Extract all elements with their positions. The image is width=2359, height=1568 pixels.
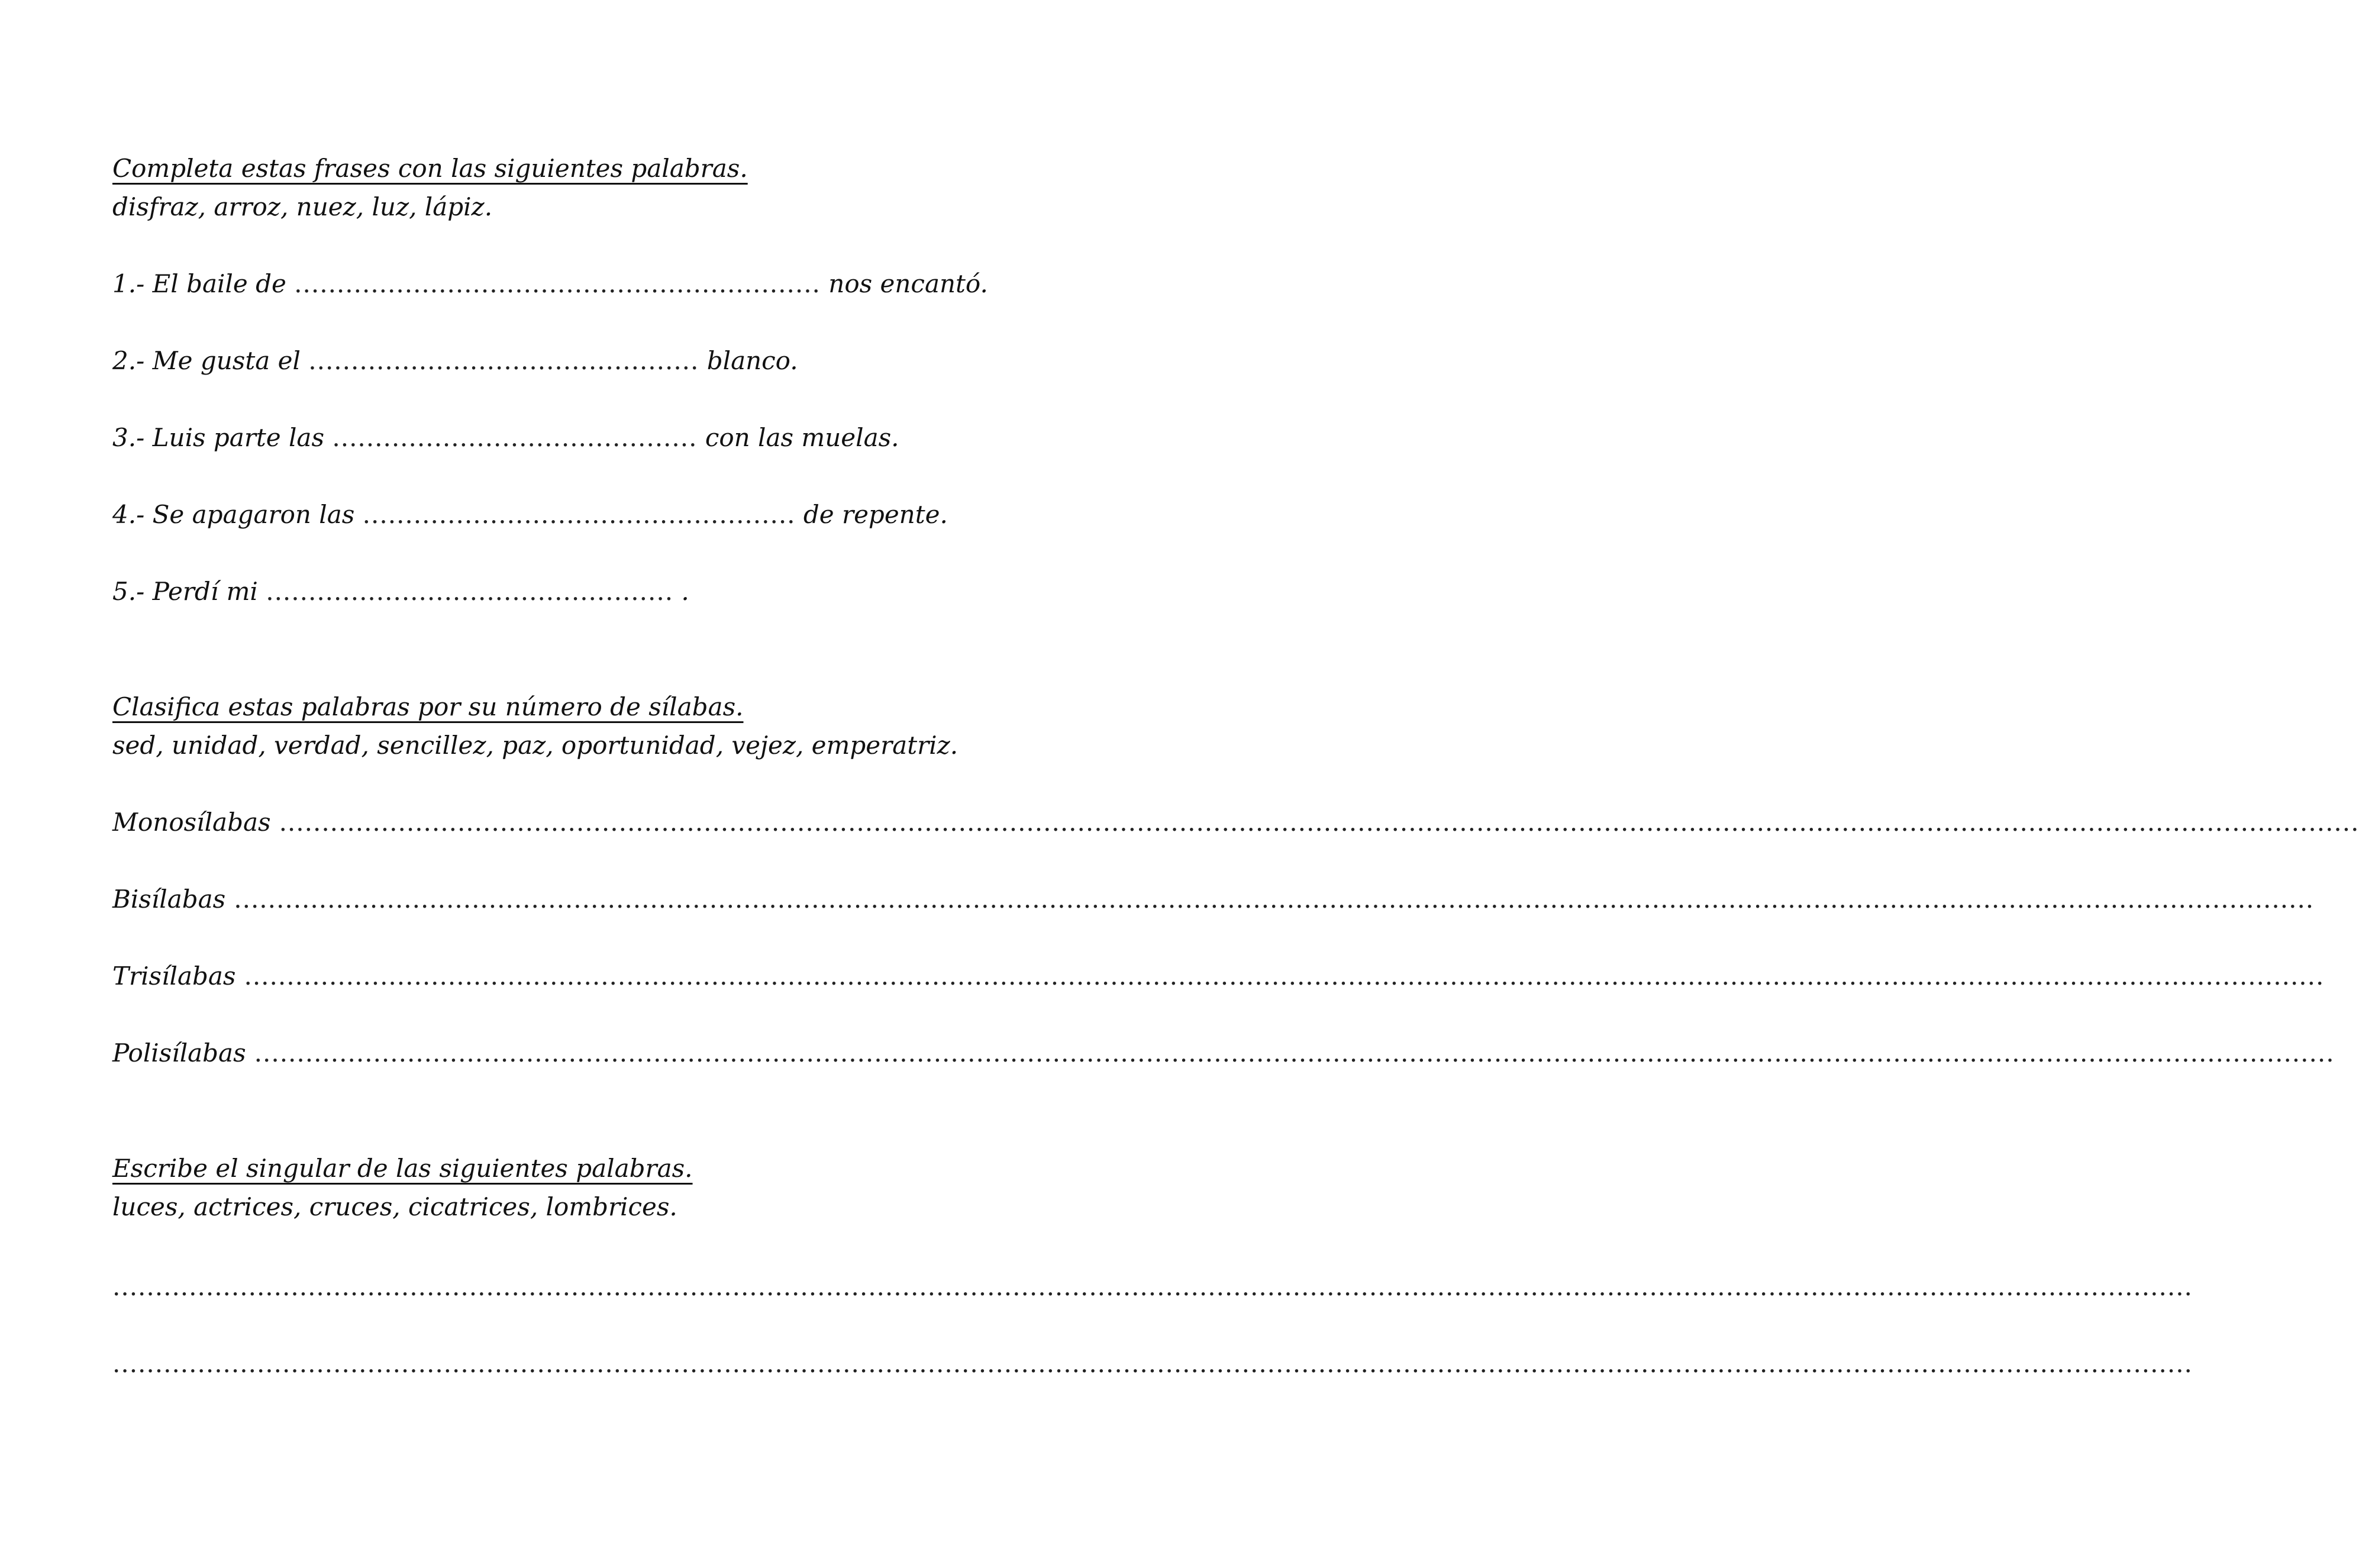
sentence-2-number: 2.-	[112, 346, 145, 375]
sentence-4-start: Se apagaron las	[152, 500, 355, 529]
sentence-2-start: Me gusta el	[152, 346, 301, 375]
sentence-3	[112, 420, 899, 456]
sentence-4-blank[interactable]: ...................................................	[362, 500, 796, 529]
section1-word-list: disfraz, arroz, nuez, luz, lápiz.	[112, 192, 493, 221]
sentence-3-number: 3.-	[112, 423, 145, 452]
sentence-4-number: 4.-	[112, 500, 145, 529]
section2-heading: Clasifica estas palabras por su número de sílabas.	[112, 692, 744, 721]
sentence-4	[112, 497, 948, 533]
syllable-row-trisilabas	[112, 959, 2325, 994]
syllable-row-label: Polisílabas	[112, 1038, 246, 1067]
sentence-1-number: 1.-	[112, 269, 145, 298]
syllable-row-label: Monosílabas	[112, 808, 271, 837]
sentence-5	[112, 574, 689, 609]
syllable-row-blank[interactable]: .....................................................................................................................................................................................................................................................	[234, 885, 2315, 914]
section2-word-list: sed, unidad, verdad, sencillez, paz, oportunidad, vejez, emperatriz.	[112, 731, 959, 760]
syllable-row-blank[interactable]: .....................................................................................................................................................................................................................................................	[244, 962, 2325, 991]
sentence-5-blank[interactable]: ................................................	[266, 577, 674, 606]
syllable-row-label: Trisílabas	[112, 962, 236, 991]
sentence-2-end: blanco.	[706, 346, 798, 375]
sentence-1-end: nos encantó.	[828, 269, 988, 298]
section3-word-list: luces, actrices, cruces, cicatrices, lombrices.	[112, 1192, 677, 1221]
sentence-1-blank[interactable]: ..............................................................	[294, 269, 821, 298]
syllable-row-blank[interactable]: .....................................................................................................................................................................................................................................................	[254, 1038, 2335, 1067]
sentence-3-blank[interactable]: ...........................................	[332, 423, 698, 452]
sentence-1	[112, 266, 988, 302]
answer-line-1[interactable]: .....................................................................................................................................................................................................................................................	[112, 1272, 2193, 1301]
section1-heading: Completa estas frases con las siguientes palabras.	[112, 154, 748, 183]
syllable-row-bisilabas	[112, 882, 2315, 917]
syllable-row-monosilabas	[112, 805, 2359, 840]
syllable-row-polisilabas	[112, 1035, 2335, 1071]
syllable-row-label: Bisílabas	[112, 885, 226, 914]
sentence-5-start: Perdí mi	[152, 577, 258, 606]
syllable-row-blank[interactable]: .....................................................................................................................................................................................................................................................	[279, 808, 2359, 837]
sentence-5-end: .	[681, 577, 689, 606]
section3-heading: Escribe el singular de las siguientes palabras.	[112, 1154, 693, 1183]
sentence-1-start: El baile de	[152, 269, 286, 298]
sentence-2	[112, 343, 798, 379]
sentence-4-end: de repente.	[803, 500, 948, 529]
sentence-5-number: 5.-	[112, 577, 145, 606]
sentence-2-blank[interactable]: ..............................................	[308, 346, 699, 375]
sentence-3-end: con las muelas.	[705, 423, 899, 452]
answer-line-2[interactable]: .....................................................................................................................................................................................................................................................	[112, 1349, 2193, 1378]
sentence-3-start: Luis parte las	[152, 423, 325, 452]
